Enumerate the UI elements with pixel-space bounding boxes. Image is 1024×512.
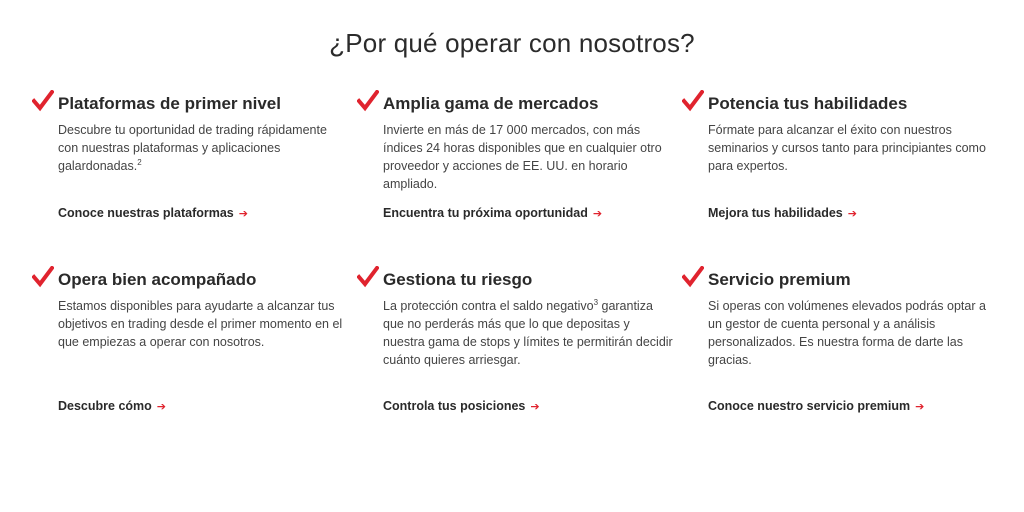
- feature-title: Potencia tus habilidades: [708, 94, 908, 113]
- check-icon: [682, 266, 704, 288]
- feature-description: La protección contra el saldo negativo$^3$ garantiza que no perderás más que lo que depositas y nuestra gama de stops y límites te permitirán decidir cuánto quieres arriesgar.: [383, 297, 673, 367]
- link-premium[interactable]: Conoce nuestro servicio premium ➔: [708, 399, 925, 413]
- check-icon: [32, 90, 54, 112]
- footnote-marker: 2: [137, 157, 142, 167]
- check-icon: [682, 90, 704, 112]
- link-positions[interactable]: Controla tus posiciones ➔: [383, 399, 540, 413]
- footnote-marker: 3: [593, 297, 599, 307]
- arrow-right-icon: ➔: [530, 401, 540, 413]
- arrow-right-icon: ➔: [915, 401, 925, 413]
- check-icon: [357, 266, 379, 288]
- feature-title: Servicio premium: [708, 270, 851, 289]
- arrow-right-icon: ➔: [847, 208, 857, 220]
- feature-card: [58, 269, 348, 413]
- feature-title: Gestiona tu riesgo: [383, 270, 533, 289]
- check-icon: [32, 266, 54, 288]
- page-title: ¿Por qué operar con nosotros?: [329, 28, 695, 58]
- feature-title: Amplia gama de mercados: [383, 94, 599, 113]
- feature-description: Fórmate para alcanzar el éxito con nuestros seminarios y cursos tanto para principiantes como para expertos.: [708, 123, 986, 173]
- feature-card: [708, 269, 998, 413]
- check-icon: [357, 90, 379, 112]
- feature-title: Opera bien acompañado: [58, 270, 257, 289]
- feature-card: [58, 93, 348, 220]
- link-markets[interactable]: Encuentra tu próxima oportunidad ➔: [383, 206, 603, 220]
- arrow-right-icon: ➔: [156, 401, 166, 413]
- feature-card: [383, 269, 673, 413]
- arrow-right-icon: ➔: [592, 208, 603, 220]
- feature-description: Estamos disponibles para ayudarte a alcanzar tus objetivos en trading desde el primer momento en el que empiezas a operar con nosotros.: [58, 299, 343, 349]
- feature-description: Invierte en más de 17 000 mercados, con más índices 24 horas disponibles que en cualquier otro proveedor y acciones de EE. UU. en horario ampliado.: [383, 123, 662, 191]
- arrow-right-icon: ➔: [238, 208, 248, 220]
- feature-description: Descubre tu oportunidad de trading rápidamente con nuestras plataformas y aplicaciones galardonadas.$^2$: [58, 123, 327, 173]
- link-skills[interactable]: Mejora tus habilidades ➔: [708, 206, 857, 220]
- feature-card: [383, 93, 673, 220]
- link-discover-how[interactable]: Descubre cómo ➔: [58, 399, 166, 413]
- feature-title: Plataformas de primer nivel: [58, 94, 281, 113]
- feature-description: Si operas con volúmenes elevados podrás optar a un gestor de cuenta personal y a análisis personalizados. Es nuestra forma de darte las gracias.: [708, 299, 986, 367]
- feature-card: [708, 93, 998, 220]
- link-platforms[interactable]: Conoce nuestras plataformas ➔: [58, 206, 248, 220]
